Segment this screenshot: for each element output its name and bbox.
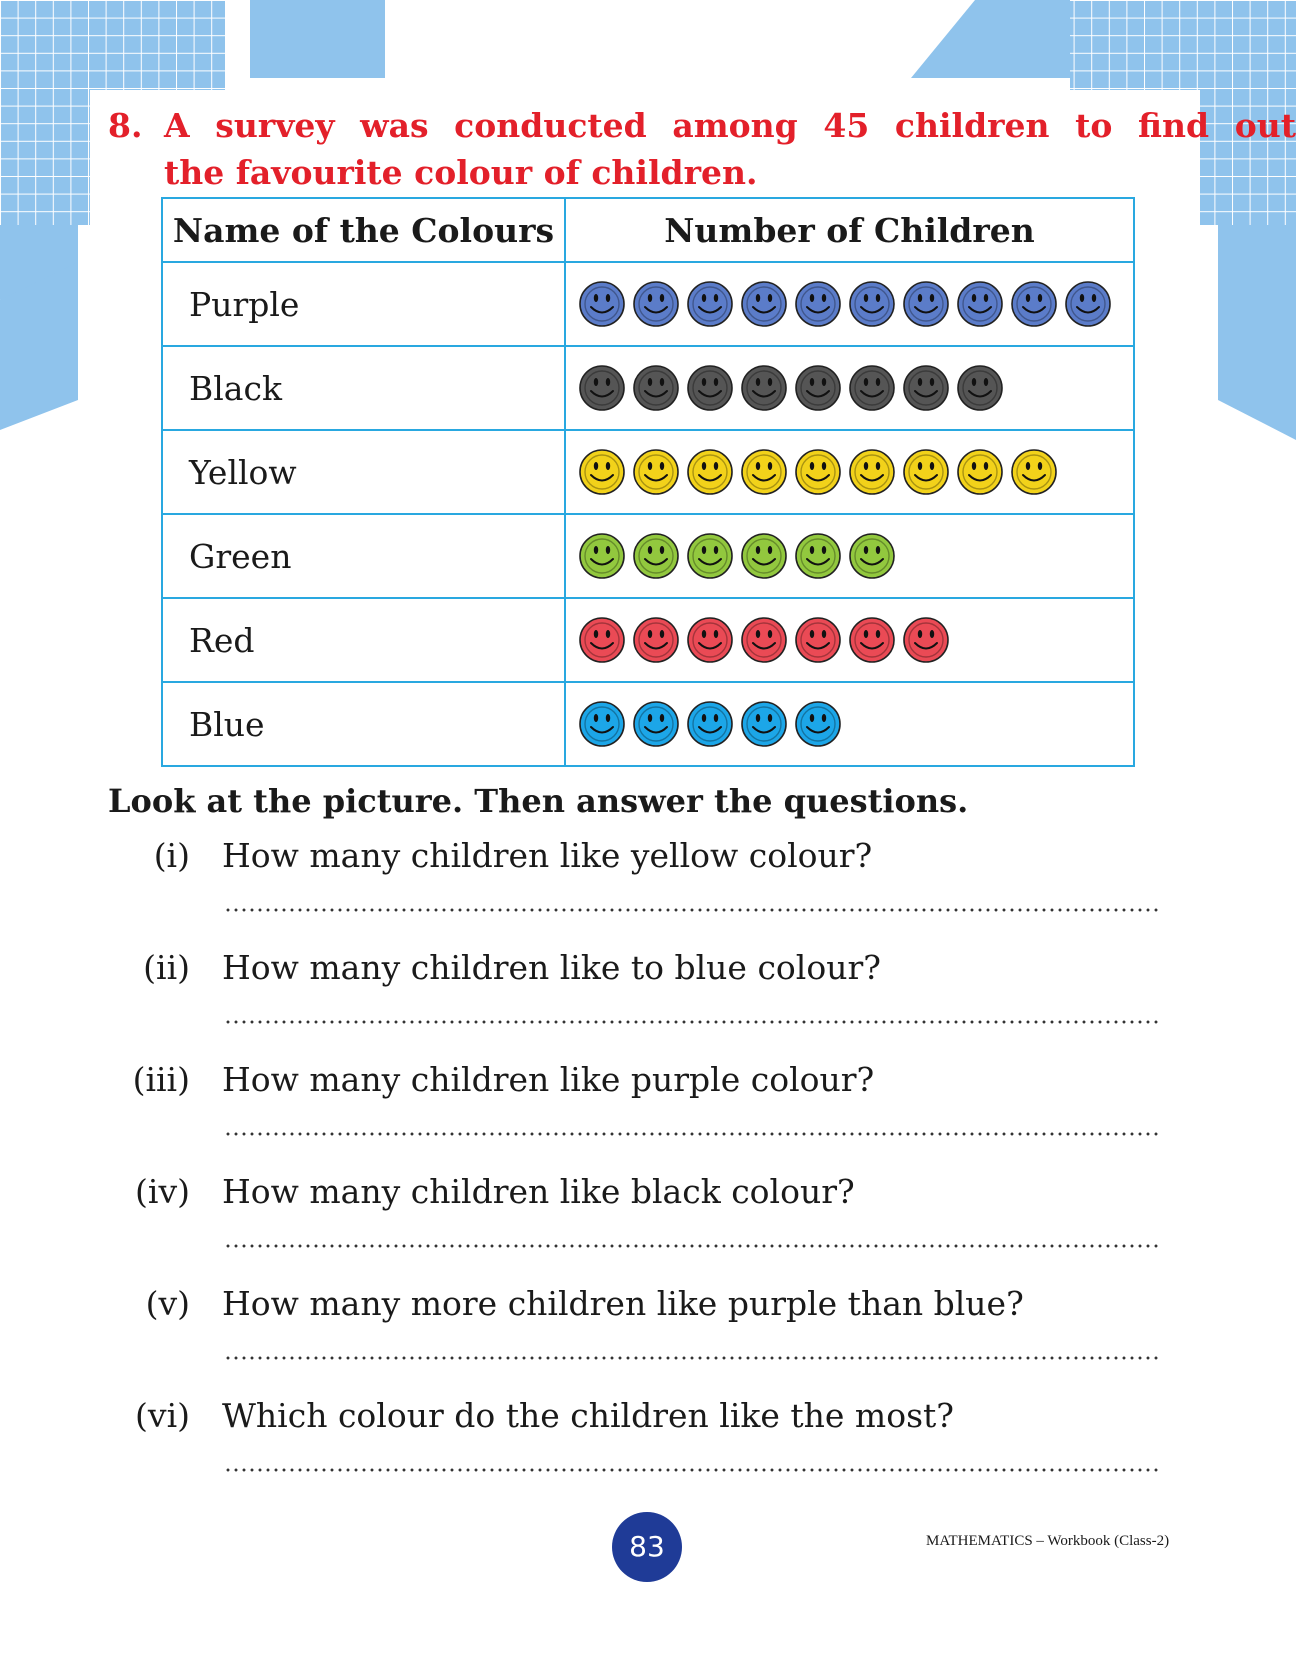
smiley-face-icon <box>902 448 950 496</box>
smiley-count-cell <box>565 514 1134 598</box>
table-row <box>162 262 1134 346</box>
smiley-face-icon <box>740 532 788 580</box>
smiley-face-icon <box>1010 448 1058 496</box>
answer-line[interactable] <box>224 1468 1158 1472</box>
smiley-face-icon <box>740 364 788 412</box>
question-label: (i) <box>153 836 190 875</box>
table-row <box>162 514 1134 598</box>
smiley-face-icon <box>848 616 896 664</box>
question-text: How many children like purple colour? <box>222 1060 875 1099</box>
smiley-face-icon <box>632 280 680 328</box>
smiley-face-icon <box>632 448 680 496</box>
question-label: (iii) <box>132 1060 190 1099</box>
smiley-count-cell <box>565 598 1134 682</box>
header-colour-name: Name of the Colours <box>162 198 565 262</box>
instruction-heading: Look at the picture. Then answer the questions. <box>108 782 969 820</box>
colour-name-cell: Red <box>162 598 565 682</box>
smiley-face-icon <box>740 448 788 496</box>
smiley-face-icon <box>848 280 896 328</box>
question-label: (vi) <box>135 1396 190 1435</box>
footer-book-title: MATHEMATICS – Workbook (Class-2) <box>926 1533 1170 1549</box>
smiley-count-cell <box>565 682 1134 766</box>
smiley-face-icon <box>848 448 896 496</box>
smiley-face-icon <box>794 532 842 580</box>
smiley-face-icon <box>740 280 788 328</box>
smiley-face-icon <box>956 280 1004 328</box>
answer-line[interactable] <box>224 1244 1158 1248</box>
smiley-face-icon <box>794 700 842 748</box>
smiley-face-icon <box>794 448 842 496</box>
question-text: How many children like black colour? <box>222 1172 855 1211</box>
question-text: Which colour do the children like the most? <box>222 1396 954 1435</box>
answer-line[interactable] <box>224 1020 1158 1024</box>
smiley-face-icon <box>686 532 734 580</box>
smiley-face-icon <box>956 448 1004 496</box>
question-label: (iv) <box>135 1172 190 1211</box>
smiley-face-icon <box>902 364 950 412</box>
smiley-face-icon <box>902 280 950 328</box>
question-text-line2: the favourite colour of children. <box>164 153 758 192</box>
smiley-face-icon <box>578 532 626 580</box>
smiley-face-icon <box>632 364 680 412</box>
smiley-face-icon <box>632 700 680 748</box>
question-label: (ii) <box>143 948 190 987</box>
colour-name-cell: Blue <box>162 682 565 766</box>
table-row <box>162 682 1134 766</box>
question-item <box>0 1060 1296 1172</box>
smiley-face-icon <box>848 532 896 580</box>
pictograph-body <box>162 262 1134 766</box>
smiley-face-icon <box>578 700 626 748</box>
smiley-face-icon <box>578 616 626 664</box>
smiley-face-icon <box>686 280 734 328</box>
table-row <box>162 430 1134 514</box>
pictograph-table <box>161 197 1135 767</box>
question-label: (v) <box>145 1284 190 1323</box>
smiley-count-cell <box>565 430 1134 514</box>
answer-line[interactable] <box>224 908 1158 912</box>
question-text: How many children like to blue colour? <box>222 948 881 987</box>
smiley-face-icon <box>740 700 788 748</box>
smiley-face-icon <box>1064 280 1112 328</box>
question-text: How many more children like purple than blue? <box>222 1284 1024 1323</box>
question-item <box>0 1396 1296 1508</box>
question-text: How many children like yellow colour? <box>222 836 873 875</box>
smiley-count-cell <box>565 346 1134 430</box>
colour-name-cell: Black <box>162 346 565 430</box>
question-item <box>0 1284 1296 1396</box>
question-number: 8. <box>108 106 143 145</box>
smiley-face-icon <box>848 364 896 412</box>
answer-line[interactable] <box>224 1132 1158 1136</box>
smiley-face-icon <box>632 616 680 664</box>
smiley-face-icon <box>794 364 842 412</box>
smiley-face-icon <box>578 364 626 412</box>
smiley-face-icon <box>740 616 788 664</box>
smiley-count-cell <box>565 262 1134 346</box>
smiley-face-icon <box>686 616 734 664</box>
question-text-line1: A survey was conducted among 45 children to find out <box>164 106 1296 145</box>
smiley-face-icon <box>686 364 734 412</box>
colour-name-cell: Yellow <box>162 430 565 514</box>
table-row <box>162 346 1134 430</box>
header-number-of-children: Number of Children <box>565 198 1134 262</box>
colour-name-cell: Purple <box>162 262 565 346</box>
question-item <box>0 948 1296 1060</box>
answer-line[interactable] <box>224 1356 1158 1360</box>
smiley-face-icon <box>794 616 842 664</box>
smiley-face-icon <box>686 700 734 748</box>
smiley-face-icon <box>902 616 950 664</box>
smiley-face-icon <box>578 280 626 328</box>
table-row <box>162 598 1134 682</box>
colour-name-cell: Green <box>162 514 565 598</box>
smiley-face-icon <box>578 448 626 496</box>
table-header-row <box>162 198 1134 262</box>
smiley-face-icon <box>794 280 842 328</box>
question-item <box>0 836 1296 948</box>
page-number-badge: 83 <box>612 1512 682 1582</box>
smiley-face-icon <box>1010 280 1058 328</box>
smiley-face-icon <box>686 448 734 496</box>
smiley-face-icon <box>956 364 1004 412</box>
question-item <box>0 1172 1296 1284</box>
smiley-face-icon <box>632 532 680 580</box>
